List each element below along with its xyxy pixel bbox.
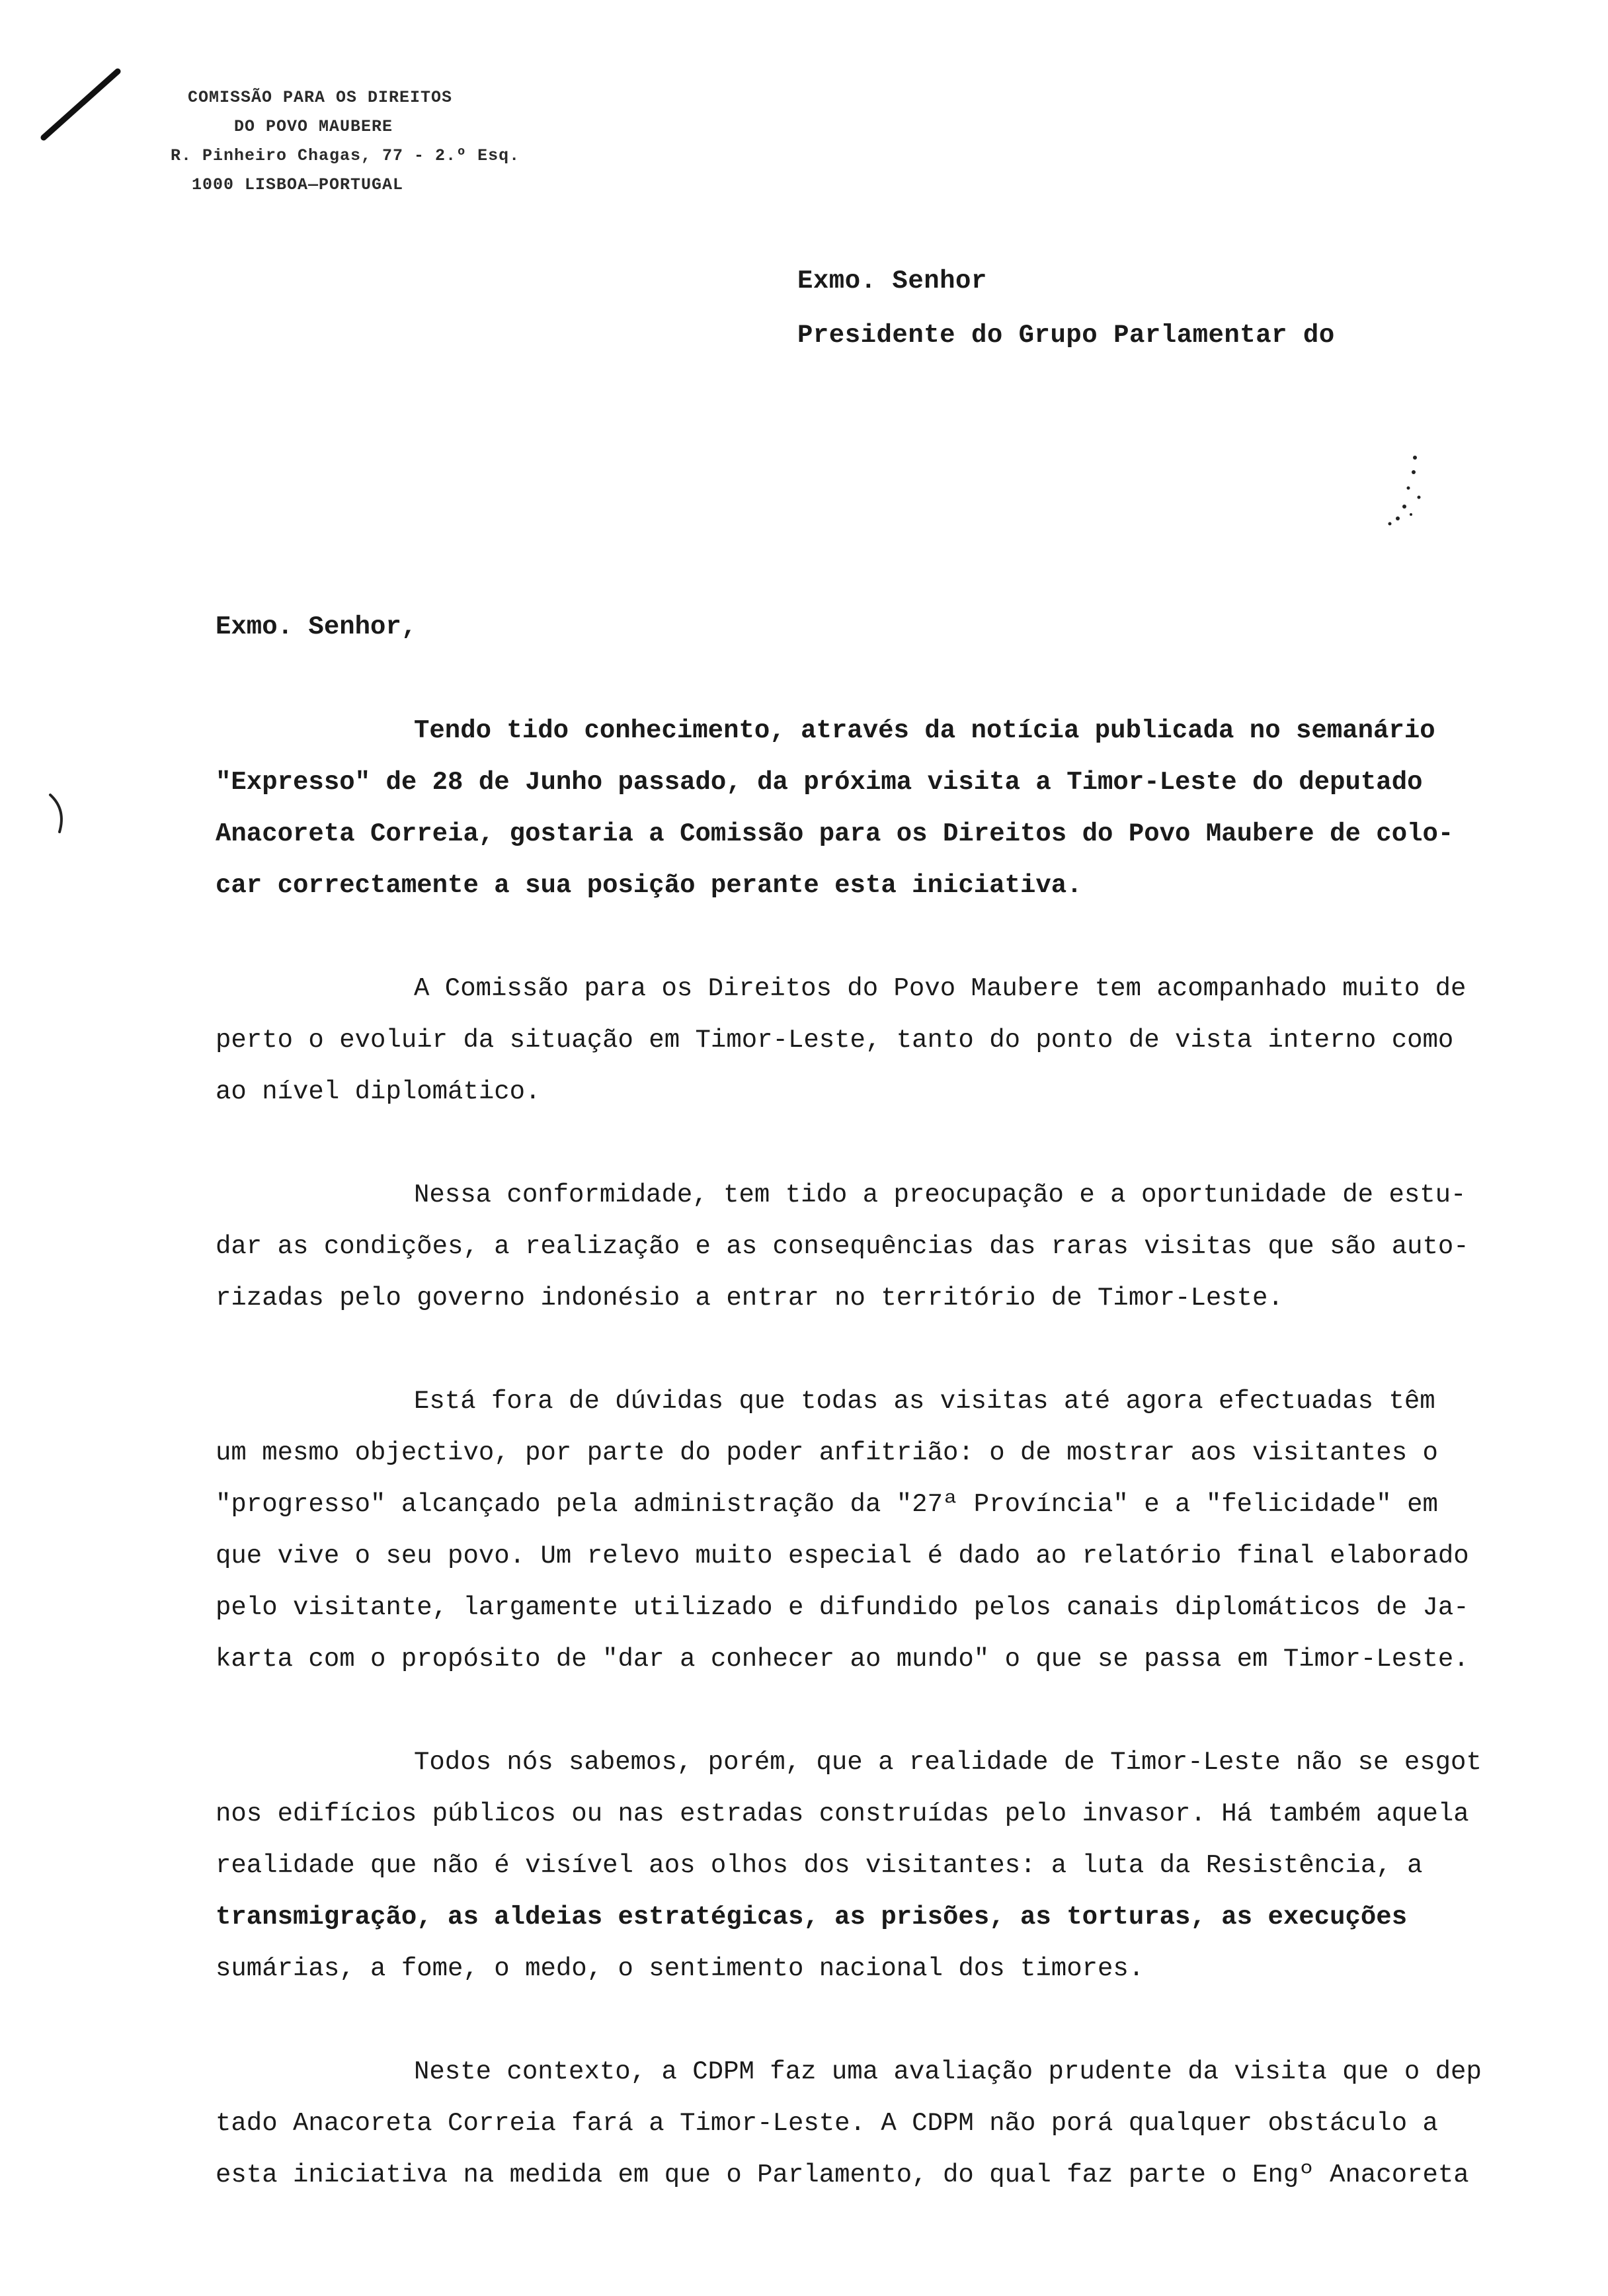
- text-line: Anacoreta Correia, gostaria a Comissão para os Direitos do Povo Maubere de colo-: [216, 819, 1454, 848]
- paragraph: [216, 1375, 1584, 1685]
- text-line: dar as condições, a realização e as consequências das raras visitas que são auto-: [216, 1232, 1469, 1261]
- text-line: nos edifícios públicos ou nas estradas construídas pelo invasor. Há também aquela: [216, 1799, 1469, 1828]
- letterhead-city-line: 1000 LISBOA—PORTUGAL: [192, 175, 404, 194]
- text-line: pelo visitante, largamente utilizado e difundido pelos canais diplomáticos de Ja-: [216, 1593, 1469, 1622]
- text-line: "progresso" alcançado pela administração da "27ª Província" e a "felicidade" em: [216, 1490, 1438, 1519]
- paragraph: [216, 963, 1584, 1118]
- margin-mark: [46, 791, 73, 837]
- text-line: que vive o seu povo. Um relevo muito especial é dado ao relatório final elaborado: [216, 1541, 1469, 1571]
- text-line: Está fora de dúvidas que todas as visitas até agora efectuadas têm: [414, 1387, 1435, 1416]
- pen-stroke-mark: [34, 63, 127, 156]
- letterhead-org-line-2: DO POVO MAUBERE: [234, 117, 393, 136]
- text-line: karta com o propósito de "dar a conhecer ao mundo" o que se passa em Timor-Leste.: [216, 1645, 1469, 1674]
- text-line: um mesmo objectivo, por parte do poder anfitrião: o de mostrar aos visitantes o: [216, 1438, 1438, 1467]
- text-line: A Comissão para os Direitos do Povo Maubere tem acompanhado muito de: [414, 974, 1467, 1003]
- text-line: rizadas pelo governo indonésio a entrar no território de Timor-Leste.: [216, 1284, 1283, 1313]
- text-line: realidade que não é visível aos olhos dos visitantes: a luta da Resistência, a: [216, 1851, 1423, 1880]
- text-line: "Expresso" de 28 de Junho passado, da próxima visita a Timor-Leste do deputado: [216, 768, 1423, 797]
- paragraph: [216, 705, 1584, 911]
- paragraph: [216, 1169, 1584, 1324]
- salutation: Exmo. Senhor,: [216, 612, 417, 641]
- text-line: Neste contexto, a CDPM faz uma avaliação prudente da visita que o dep: [414, 2057, 1482, 2086]
- ink-speck-mark: [1375, 450, 1435, 536]
- text-line: sumárias, a fome, o medo, o sentimento nacional dos timores.: [216, 1954, 1145, 1983]
- text-line: Tendo tido conhecimento, através da notícia publicada no semanário: [414, 716, 1435, 745]
- text-line: car correctamente a sua posição perante esta iniciativa.: [216, 871, 1082, 900]
- sender-letterhead-stamp: [159, 83, 520, 200]
- text-line: Nessa conformidade, tem tido a preocupação e a oportunidade de estu-: [414, 1180, 1467, 1210]
- text-line: perto o evoluir da situação em Timor-Leste, tanto do ponto de vista interno como: [216, 1026, 1454, 1055]
- text-line: transmigração, as aldeias estratégicas, as prisões, as torturas, as execuções: [216, 1903, 1408, 1932]
- recipient-line-2: Presidente do Grupo Parlamentar do: [797, 321, 1335, 350]
- recipient-block: [797, 254, 1335, 362]
- paragraph: [216, 2046, 1584, 2201]
- text-line: tado Anacoreta Correia fará a Timor-Leste. A CDPM não porá qualquer obstáculo a: [216, 2109, 1438, 2138]
- text-line: esta iniciativa na medida em que o Parlamento, do qual faz parte o Engº Anacoreta: [216, 2160, 1469, 2190]
- paragraph: [216, 1737, 1584, 1994]
- text-line: ao nível diplomático.: [216, 1077, 541, 1106]
- recipient-line-1: Exmo. Senhor: [797, 266, 987, 296]
- letterhead-address-line: R. Pinheiro Chagas, 77 - 2.º Esq.: [171, 146, 520, 165]
- text-line: Todos nós sabemos, porém, que a realidade de Timor-Leste não se esgot: [414, 1748, 1482, 1777]
- letter-body: [216, 705, 1584, 2252]
- letterhead-org-line-1: COMISSÃO PARA OS DIREITOS: [188, 88, 453, 107]
